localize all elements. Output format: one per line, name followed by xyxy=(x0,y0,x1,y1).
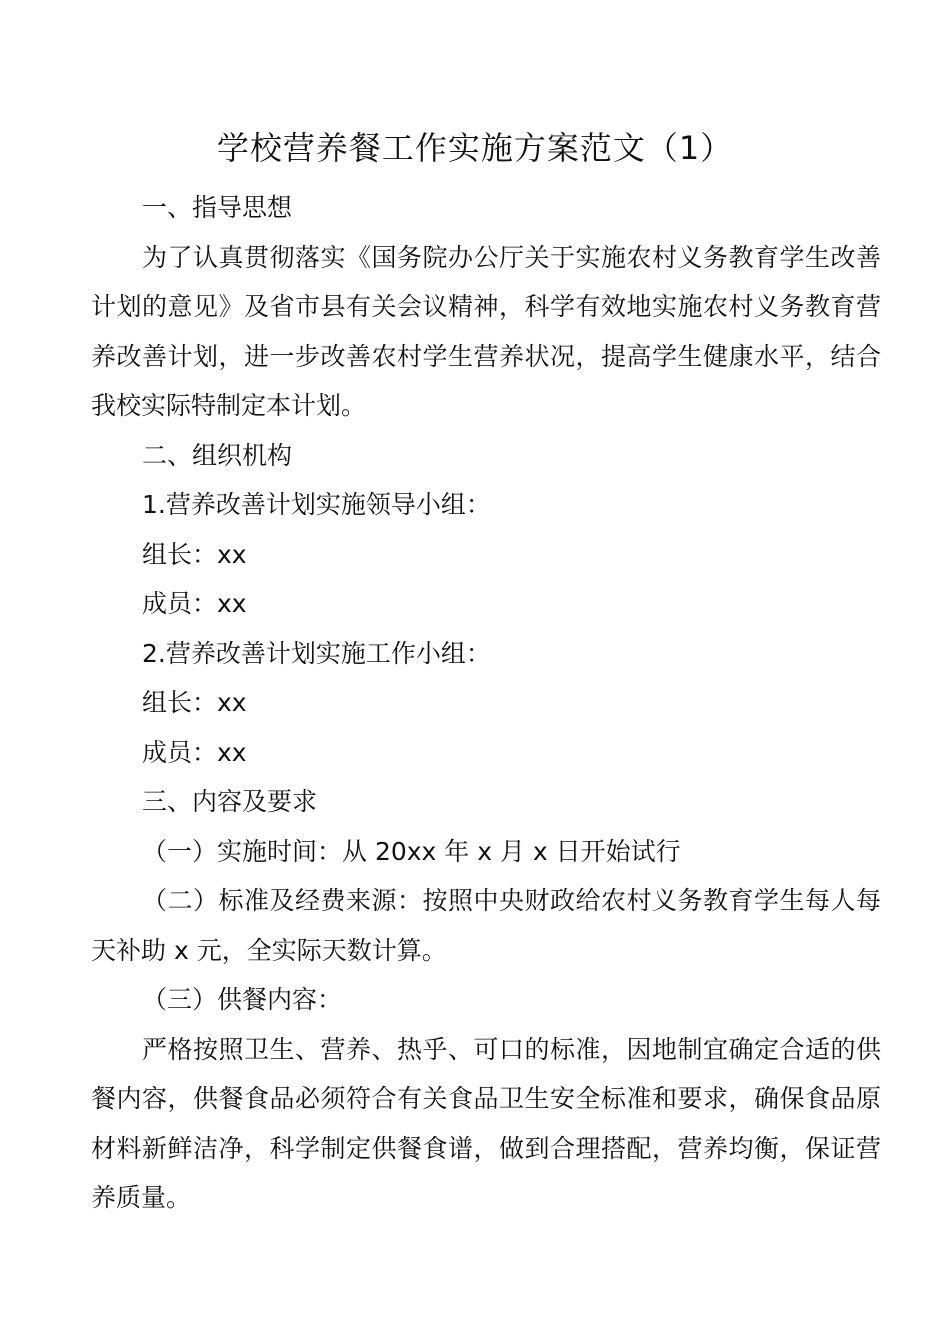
document-title: 学校营养餐工作实施方案范文（1） xyxy=(216,129,734,167)
item-standard-funding: （二）标准及经费来源：按照中央财政给农村义务教育学生每人每天补助 x 元，全实际天数计算。 xyxy=(91,886,881,965)
paragraph-meal-content: 严格按照卫生、营养、热乎、可口的标准，因地制宜确定合适的供餐内容，供餐食品必须符合有关食品卫生安全标准和要求，确保食品原材料新鲜洁净，科学制定供餐食谱，做到合理搭配，营养均衡，保证营养质量。 xyxy=(91,1034,881,1212)
item-meal-content: （三）供餐内容： xyxy=(142,985,343,1014)
document-body xyxy=(91,183,881,1223)
subheading-leading-group: 1.营养改善计划实施领导小组： xyxy=(142,490,491,519)
subheading-working-group: 2.营养改善计划实施工作小组： xyxy=(142,638,491,668)
item-implementation-time: （一）实施时间：从 20xx 年 x 月 x 日开始试行 xyxy=(142,836,681,866)
section-heading-content-requirements: 三、内容及要求 xyxy=(142,787,318,816)
leading-group-leader: 组长：xx xyxy=(142,539,247,569)
leading-group-members: 成员：xx xyxy=(142,589,247,618)
working-group-members: 成员：xx xyxy=(142,737,247,767)
paragraph-guiding-thought: 为了认真贯彻落实《国务院办公厅关于实施农村义务教育学生改善计划的意见》及省市县有关会议精神，科学有效地实施农村义务教育营养改善计划，进一步改善农村学生营养状况，提高学生健康水平，结合我校实际特制定本计划。 xyxy=(91,242,881,420)
working-group-leader: 组长：xx xyxy=(142,688,247,717)
section-heading-organization: 二、组织机构 xyxy=(142,440,293,470)
section-heading-guiding-thought: 一、指导思想 xyxy=(142,193,293,222)
